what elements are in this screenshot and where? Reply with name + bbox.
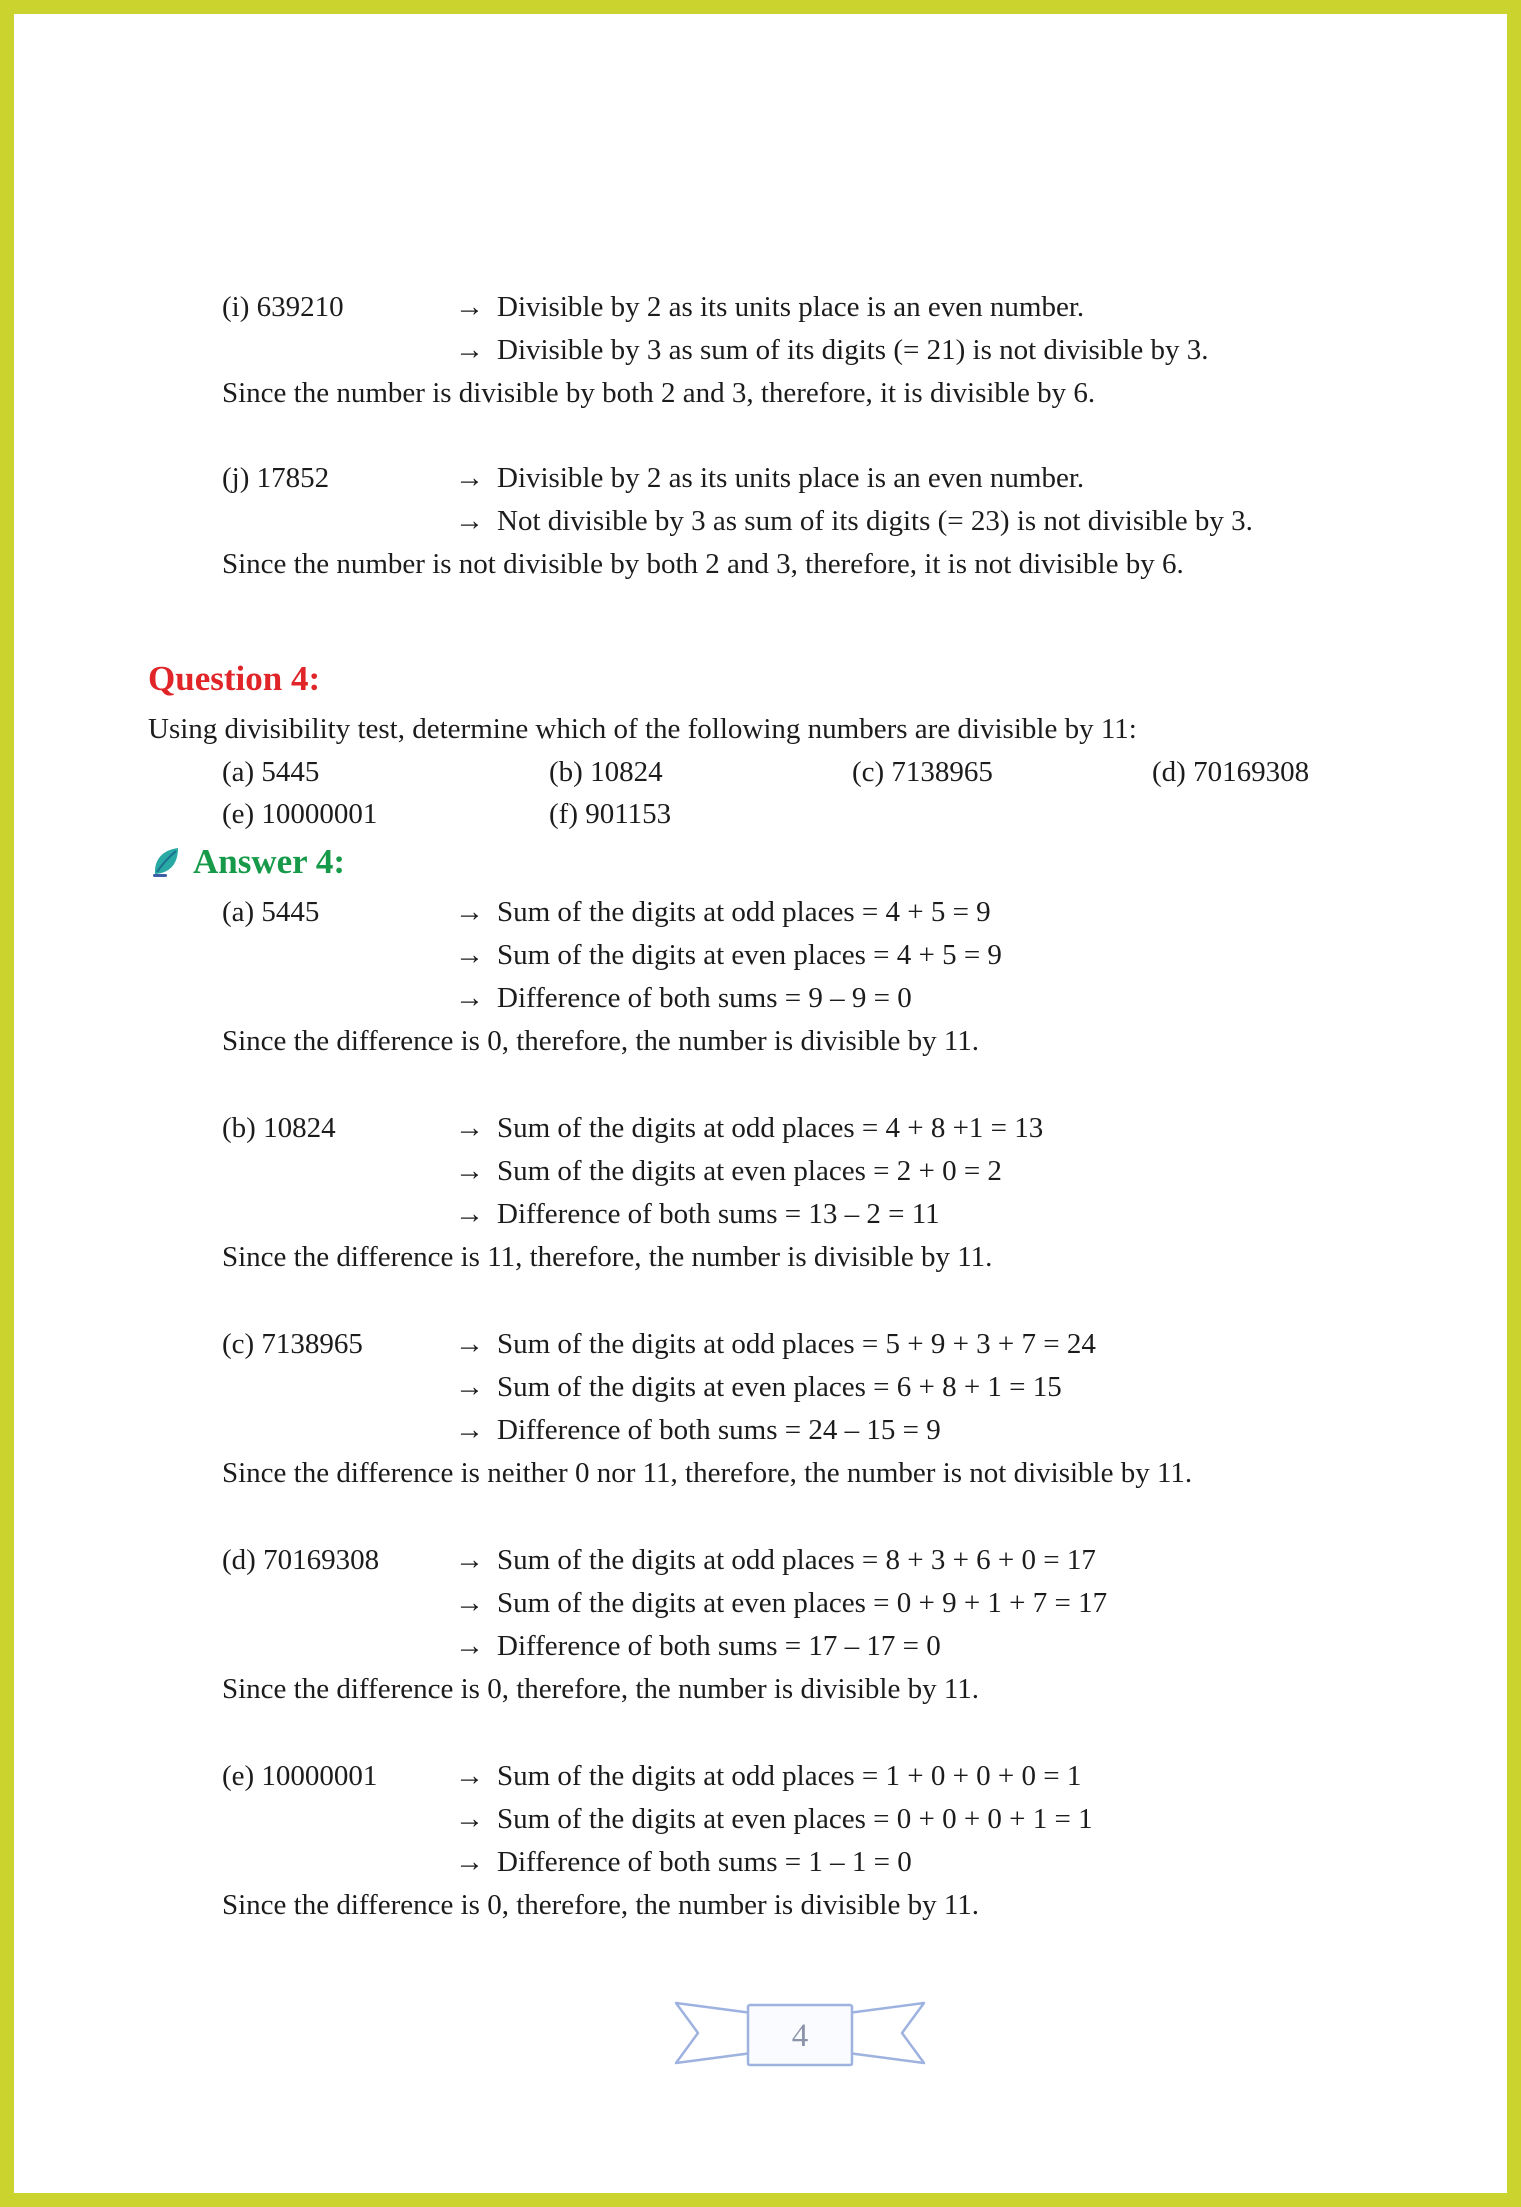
- answer-heading: Answer 4:: [193, 842, 345, 881]
- arrow-line: [455, 934, 1002, 977]
- arrow-line: [455, 1625, 941, 1668]
- solution-row: [222, 1755, 1451, 1798]
- answer-block-a: [222, 891, 1451, 1063]
- ribbon-right-wing: [848, 2003, 924, 2063]
- conclusion-text: Since the difference is 0, therefore, the number is divisible by 11.: [222, 1025, 980, 1057]
- solution-row: [222, 891, 1451, 934]
- solution-row: [222, 1150, 1451, 1193]
- arrow-line: [455, 1841, 912, 1884]
- right-arrow-icon: →: [455, 1414, 484, 1446]
- arrow-line: [455, 286, 1084, 329]
- solution-row: [222, 977, 1451, 1020]
- right-arrow-icon: →: [455, 1198, 484, 1230]
- arrow-text: Sum of the digits at odd places = 8 + 3 + 6 + 0 = 17: [497, 1544, 1096, 1576]
- answer-block-b: [222, 1107, 1451, 1279]
- solution-row: [222, 1409, 1451, 1452]
- item-label: (c) 7138965: [222, 1328, 363, 1360]
- solution-row: [222, 1193, 1451, 1236]
- item-label: (e) 10000001: [222, 1760, 378, 1792]
- conclusion-text: Since the difference is neither 0 nor 11, therefore, the number is not divisible by 11.: [222, 1457, 1193, 1489]
- right-arrow-icon: →: [455, 505, 484, 537]
- right-arrow-icon: →: [455, 1803, 484, 1835]
- conclusion-text: Since the difference is 11, therefore, the number is divisible by 11.: [222, 1241, 993, 1273]
- solution-row: [222, 286, 1451, 329]
- answer-block-e: [222, 1755, 1451, 1927]
- arrow-text: Sum of the digits at even places = 0 + 0 + 0 + 1 = 1: [497, 1803, 1093, 1835]
- arrow-line: [455, 1323, 1096, 1366]
- page-content: [14, 14, 1507, 2084]
- arrow-text: Sum of the digits at even places = 6 + 8 + 1 = 15: [497, 1371, 1062, 1403]
- arrow-text: Sum of the digits at even places = 0 + 9 + 1 + 7 = 17: [497, 1587, 1108, 1619]
- brand-leaf-icon: [148, 844, 184, 880]
- arrow-text: Sum of the digits at odd places = 4 + 8 +1 = 13: [497, 1112, 1044, 1144]
- solution-row: [222, 1366, 1451, 1409]
- arrow-text: Difference of both sums = 13 – 2 = 11: [497, 1198, 940, 1230]
- options-row-1: [222, 751, 1451, 793]
- arrow-text: Difference of both sums = 9 – 9 = 0: [497, 982, 912, 1014]
- arrow-text: Sum of the digits at odd places = 1 + 0 + 0 + 0 = 1: [497, 1760, 1082, 1792]
- solution-row: [222, 1625, 1451, 1668]
- item-label: (j) 17852: [222, 462, 330, 494]
- arrow-text: Difference of both sums = 17 – 17 = 0: [497, 1630, 941, 1662]
- right-arrow-icon: →: [455, 1544, 484, 1576]
- arrow-line: [455, 1366, 1062, 1409]
- page-number-ribbon: [660, 1989, 940, 2084]
- ribbon-left-wing: [676, 2003, 752, 2063]
- right-arrow-icon: →: [455, 982, 484, 1014]
- arrow-line: [455, 329, 1209, 372]
- item-label: (a) 5445: [222, 896, 320, 928]
- right-arrow-icon: →: [455, 896, 484, 928]
- conclusion-text: Since the number is not divisible by both 2 and 3, therefore, it is not divisible by 6.: [222, 548, 1184, 580]
- question-heading: Question 4:: [148, 659, 321, 698]
- solution-row: [222, 1582, 1451, 1625]
- right-arrow-icon: →: [455, 1112, 484, 1144]
- right-arrow-icon: →: [455, 291, 484, 323]
- solution-row: [222, 934, 1451, 977]
- solution-block-j: [222, 457, 1451, 586]
- arrow-text: Difference of both sums = 1 – 1 = 0: [497, 1846, 912, 1878]
- arrow-text: Divisible by 2 as its units place is an even number.: [497, 291, 1085, 323]
- page-number: 4: [791, 2018, 808, 2054]
- answer-items: [148, 891, 1451, 1927]
- right-arrow-icon: →: [455, 462, 484, 494]
- option-c: (c) 7138965: [852, 756, 993, 788]
- option-b: (b) 10824: [549, 756, 663, 788]
- solution-row: [222, 500, 1451, 543]
- options-row-2: [222, 793, 1451, 835]
- arrow-line: [455, 1193, 940, 1236]
- arrow-line: [455, 457, 1084, 500]
- option-d: (d) 70169308: [1152, 756, 1310, 788]
- arrow-text: Difference of both sums = 24 – 15 = 9: [497, 1414, 941, 1446]
- solution-row: [222, 1539, 1451, 1582]
- right-arrow-icon: →: [455, 334, 484, 366]
- conclusion-text: Since the difference is 0, therefore, the number is divisible by 11.: [222, 1673, 980, 1705]
- arrow-line: [455, 500, 1253, 543]
- right-arrow-icon: →: [455, 1155, 484, 1187]
- arrow-line: [455, 1150, 1002, 1193]
- solution-row: [222, 329, 1451, 372]
- right-arrow-icon: →: [455, 1328, 484, 1360]
- arrow-line: [455, 1107, 1043, 1150]
- right-arrow-icon: →: [455, 939, 484, 971]
- arrow-line: [455, 977, 912, 1020]
- item-label: (b) 10824: [222, 1112, 336, 1144]
- option-a: (a) 5445: [222, 756, 320, 788]
- answer-block-d: [222, 1539, 1451, 1711]
- option-f: (f) 901153: [549, 798, 672, 830]
- answer-block-c: [222, 1323, 1451, 1495]
- arrow-text: Not divisible by 3 as sum of its digits (= 23) is not divisible by 3.: [497, 505, 1253, 537]
- arrow-line: [455, 1755, 1081, 1798]
- solution-row: [222, 1841, 1451, 1884]
- arrow-line: [455, 891, 991, 934]
- right-arrow-icon: →: [455, 1760, 484, 1792]
- answer-heading-row: [148, 839, 1451, 885]
- arrow-text: Sum of the digits at even places = 2 + 0 = 2: [497, 1155, 1002, 1187]
- question-text: Using divisibility test, determine which of the following numbers are divisible by 11:: [148, 713, 1137, 745]
- arrow-text: Sum of the digits at even places = 4 + 5 = 9: [497, 939, 1002, 971]
- conclusion-text: Since the number is divisible by both 2 and 3, therefore, it is divisible by 6.: [222, 377, 1096, 409]
- item-label: (i) 639210: [222, 291, 344, 323]
- right-arrow-icon: →: [455, 1630, 484, 1662]
- item-label: (d) 70169308: [222, 1544, 380, 1576]
- conclusion-text: Since the difference is 0, therefore, the number is divisible by 11.: [222, 1889, 980, 1921]
- solution-row: [222, 1798, 1451, 1841]
- arrow-text: Sum of the digits at odd places = 5 + 9 + 3 + 7 = 24: [497, 1328, 1096, 1360]
- arrow-line: [455, 1539, 1096, 1582]
- right-arrow-icon: →: [455, 1587, 484, 1619]
- right-arrow-icon: →: [455, 1846, 484, 1878]
- solution-row: [222, 457, 1451, 500]
- solution-row: [222, 1107, 1451, 1150]
- arrow-text: Divisible by 2 as its units place is an even number.: [497, 462, 1085, 494]
- arrow-line: [455, 1582, 1107, 1625]
- arrow-line: [455, 1798, 1093, 1841]
- right-arrow-icon: →: [455, 1371, 484, 1403]
- arrow-text: Sum of the digits at odd places = 4 + 5 = 9: [497, 896, 991, 928]
- solution-row: [222, 1323, 1451, 1366]
- arrow-text: Divisible by 3 as sum of its digits (= 21) is not divisible by 3.: [497, 334, 1209, 366]
- solution-block-i: [222, 286, 1451, 415]
- option-e: (e) 10000001: [222, 798, 378, 830]
- arrow-line: [455, 1409, 941, 1452]
